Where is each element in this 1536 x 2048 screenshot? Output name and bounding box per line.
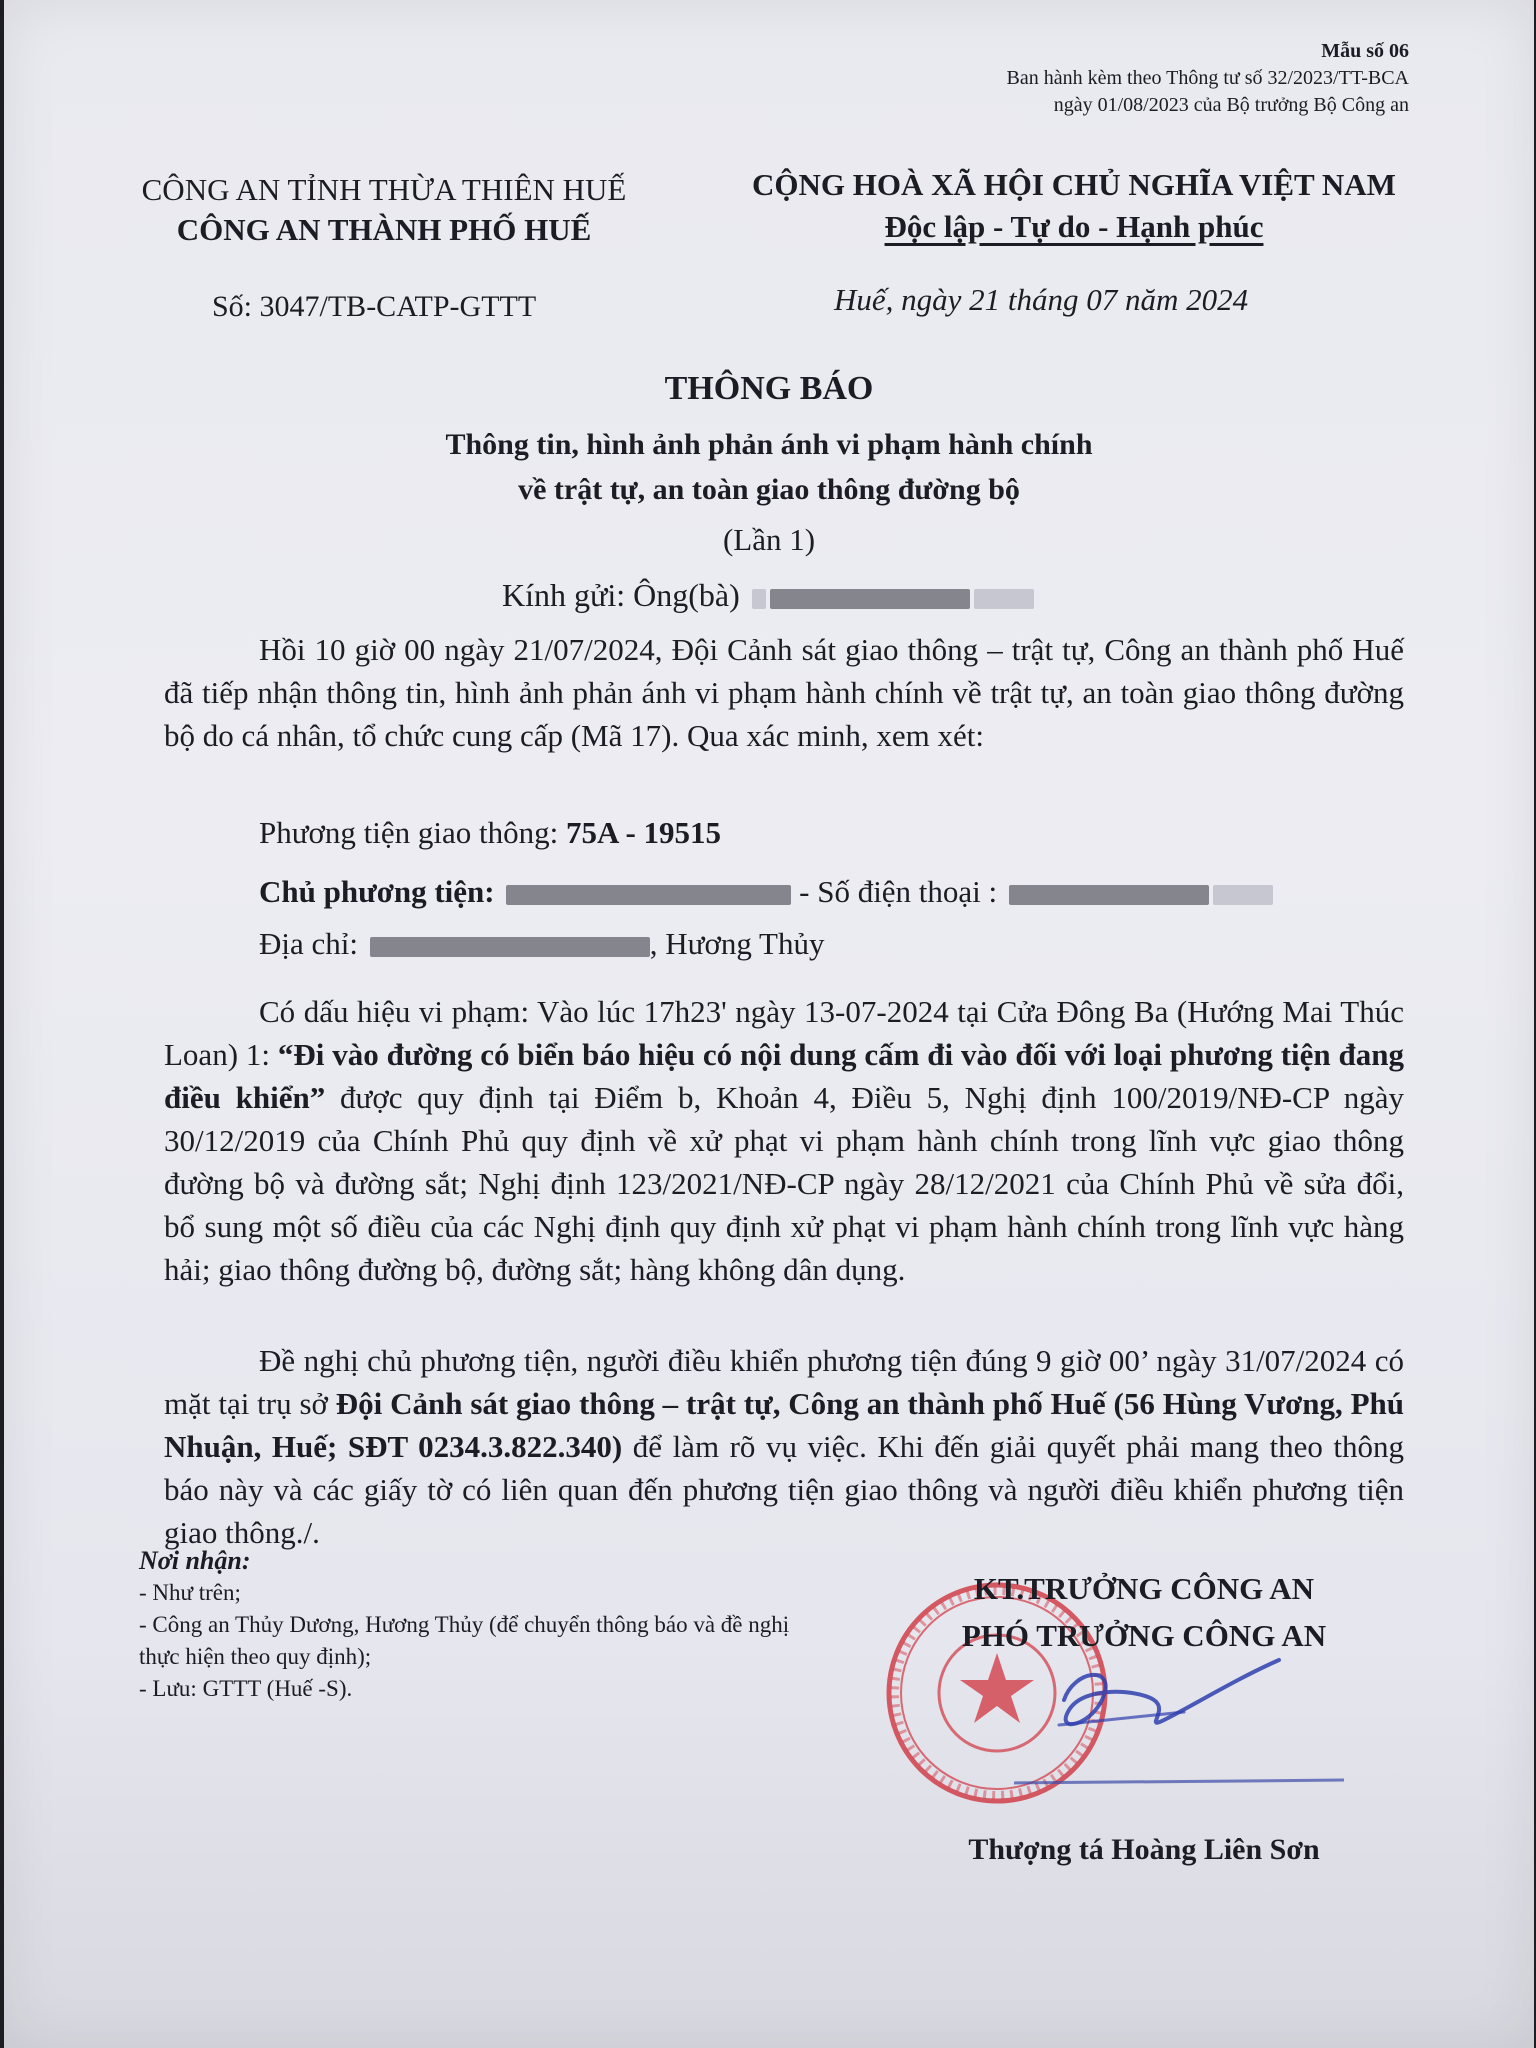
- recipient-item: - Như trên;: [139, 1580, 241, 1605]
- document-page: [4, 0, 1534, 2048]
- form-header: [809, 38, 1409, 119]
- notice-round: (Lần 1): [722, 522, 816, 557]
- place-date: Huế, ngày 21 tháng 07 năm 2024: [834, 282, 1249, 317]
- phone-label: - Số điện thoại :: [799, 874, 1005, 909]
- office-address: Đội Cảnh sát giao thông – trật tự, Công an thành phố Huế (56 Hùng Vương, Phú Nhuận, Huế; SĐT 0234.3.822.340): [164, 1386, 1405, 1464]
- address-label: Địa chỉ:: [259, 926, 366, 961]
- document-number: Số: 3047/TB-CATP-GTTT: [212, 290, 537, 323]
- recipients-heading: Nơi nhận:: [139, 1546, 251, 1575]
- violation-intro: Có dấu hiệu vi phạm: Vào lúc 17h23' ngày 13-07-2024 tại Cửa Đông Ba (Hướng Mai Thúc Loan) 1:: [164, 994, 1404, 1072]
- signer-name: Thượng tá Hoàng Liên Sơn: [968, 1833, 1320, 1866]
- owner-label: Chủ phương tiện:: [259, 874, 503, 909]
- subtitle-line-1: Thông tin, hình ảnh phản ánh vi phạm hành chính: [445, 428, 1093, 461]
- redacted-name: [974, 589, 1034, 609]
- form-issued-date: ngày 01/08/2023 của Bộ trưởng Bộ Công an: [1053, 94, 1409, 116]
- form-issued-with: Ban hành kèm theo Thông tư số 32/2023/TT-BCA: [1006, 67, 1409, 89]
- greeting-text: Kính gửi: Ông(bà): [502, 577, 740, 613]
- recipient-item: - Công an Thủy Dương, Hương Thủy (để chuyển thông báo và đề nghị thực hiện theo quy định);: [139, 1612, 790, 1669]
- violation-legal-basis: được quy định tại Điểm b, Khoản 4, Điều 5, Nghị định 100/2019/NĐ-CP ngày 30/12/2019 của Chính Phủ quy định về xử phạt vi phạm hành chính trong lĩnh vực giao thông đường bộ và đường sắt; Nghị định 123/2021/NĐ-CP ngày 28/12/2021 của Chính Phủ về sửa đổi, bổ sung một số điều của các Nghị định quy định xử phạt vi phạm hành chính trong lĩnh vực hàng hải; giao thông đường bộ, đường sắt; hàng không dân dụng.: [164, 1080, 1404, 1287]
- document-subtitle: [4, 422, 1534, 512]
- form-number: Mẫu số 06: [1321, 40, 1409, 62]
- redacted-phone: [1009, 885, 1209, 905]
- subtitle-line-2: về trật tự, an toàn giao thông đường bộ: [518, 473, 1020, 506]
- violation-description: “Đi vào đường có biển báo hiệu có nội dung cấm đi vào đối với loại phương tiện đang điều khiển”: [164, 1037, 1404, 1115]
- national-header: [694, 164, 1454, 248]
- paragraph-violation: [164, 990, 1404, 1291]
- paragraph-reception: Hồi 10 giờ 00 ngày 21/07/2024, Đội Cảnh sát giao thông – trật tự, Công an thành phố Huế đã tiếp nhận thông tin, hình ảnh phản ánh vi phạm hành chính về trật tự, an toàn giao thông đường bộ do cá nhân, tổ chức cung cấp (Mã 17). Qua xác minh, xem xét:: [164, 632, 1404, 753]
- redacted-phone: [1213, 885, 1273, 905]
- redacted-owner: [506, 885, 791, 905]
- recipients-block: [139, 1545, 819, 1705]
- vehicle-plate-line: [259, 815, 721, 851]
- document-title: THÔNG BÁO: [664, 370, 874, 407]
- recipient-item: - Lưu: GTTT (Huế -S).: [139, 1676, 353, 1701]
- vehicle-plate: 75A - 19515: [566, 815, 722, 850]
- signatory-title-line-1: KT.TRƯỞNG CÔNG AN: [973, 1571, 1315, 1606]
- redacted-name: [770, 589, 970, 609]
- vehicle-owner-line: [259, 874, 1273, 910]
- agency-parent: CÔNG AN TỈNH THỪA THIÊN HUẾ: [141, 172, 627, 207]
- handwritten-signature-icon: [1044, 1640, 1284, 1760]
- address-tail: , Hương Thủy: [649, 926, 825, 961]
- greeting: [502, 577, 1034, 614]
- redacted-address: [370, 937, 650, 957]
- request-intro: Đề nghị chủ phương tiện, người điều khiển phương tiện đúng 9 giờ 00’ ngày 31/07/2024 có mặt tại trụ sở: [164, 1343, 1404, 1421]
- request-rest: để làm rõ vụ việc. Khi đến giải quyết phải mang theo thông báo này và các giấy tờ có liên quan đến phương tiện giao thông và người điều khiển phương tiện giao thông./.: [164, 1429, 1404, 1550]
- national-motto: Độc lập - Tự do - Hạnh phúc: [884, 209, 1264, 244]
- vehicle-label: Phương tiện giao thông:: [259, 815, 567, 850]
- redacted-name: [752, 589, 766, 609]
- vehicle-address-line: [259, 926, 824, 962]
- paragraph-request: [164, 1339, 1404, 1554]
- national-name: CỘNG HOÀ XÃ HỘI CHỦ NGHĨA VIỆT NAM: [752, 167, 1396, 202]
- agency-unit: CÔNG AN THÀNH PHỐ HUẾ: [176, 212, 592, 247]
- signatory-title-line-2: PHÓ TRƯỞNG CÔNG AN: [961, 1618, 1327, 1653]
- agency-header: [104, 170, 664, 250]
